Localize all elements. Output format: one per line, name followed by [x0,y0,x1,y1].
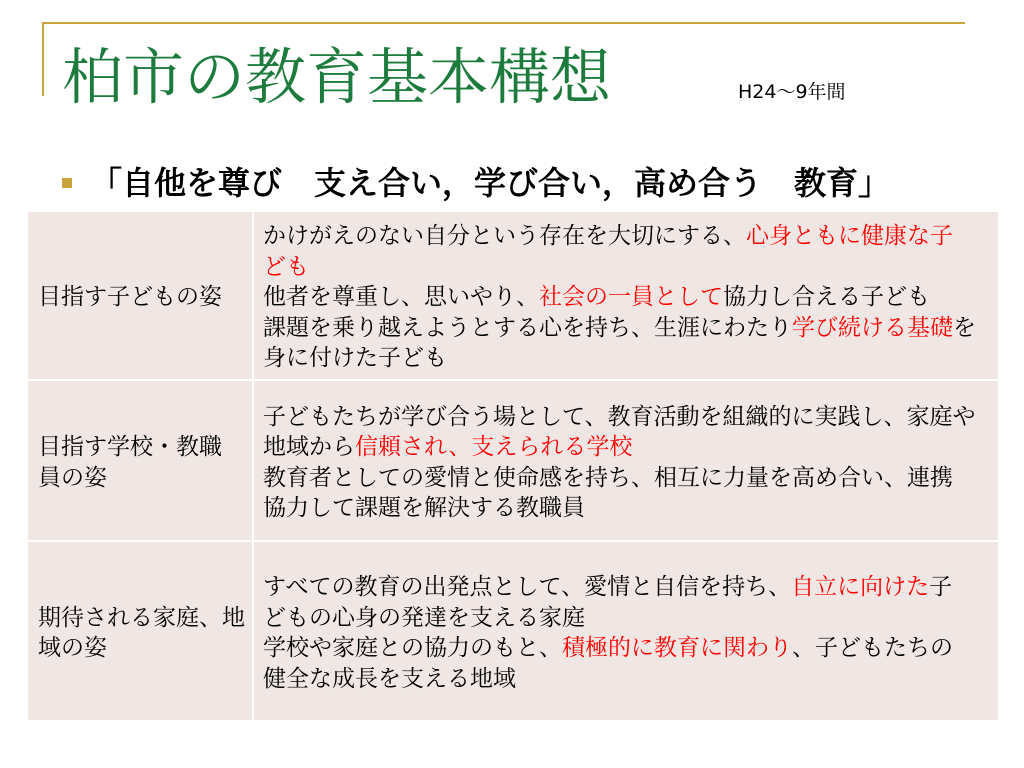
row-header-line: 目指す学校・教職 [38,434,222,460]
row-header-line: 員の姿 [38,464,107,491]
square-bullet-icon [62,178,72,188]
content-line [263,633,998,664]
content-line [263,402,998,433]
content-text: 、子どもたちの [792,635,953,661]
content-text: 教育者としての愛情と使命感を持ち、相互に力量を高め合い、連携 [263,464,953,491]
content-text: 協力し合える子ども [723,284,930,311]
content-text: すべての教育の出発点として、愛情と自信を持ち、 [263,574,792,600]
row-content-cell [254,212,998,379]
content-text: 地域から [263,434,355,460]
content-text: 課題を乗り越えようとする心を持ち、生涯にわたり [263,314,792,341]
motto-text: 「自他を尊び 支え合い，学び合い，高め合う 教育」 [90,164,891,202]
content-text: 子 [929,574,953,600]
content-line [263,664,998,695]
content-text: を [953,314,976,341]
content-text: 身に付けた子ども [263,345,447,372]
content-line [263,252,998,283]
top-rule [42,22,965,24]
highlighted-text: 積極的に教育に関わり [562,635,792,661]
content-line [263,463,998,494]
page-title: 柏市の教育基本構想 [62,42,612,113]
content-text: 他者を尊重し、思いやり、 [263,284,539,311]
row-header-line: 目指す子どもの姿 [38,284,222,311]
content-line [263,603,998,634]
content-line [263,343,998,374]
row-content-cell [254,381,998,540]
vision-table [28,212,998,720]
period-label: H24～9年間 [738,81,846,103]
content-line [263,432,998,463]
content-text: 子どもたちが学び合う場として、教育活動を組織的に実践し、家庭や [263,403,976,430]
row-header-cell [28,212,252,379]
row-header-cell [28,381,252,540]
content-line [263,572,998,603]
content-text: かけがえのない自分という存在を大切にする、 [263,223,746,250]
content-line [263,221,998,252]
row-header-line: 域の姿 [38,635,107,661]
highlighted-text: 自立に向けた [791,574,930,600]
content-line [263,493,998,524]
highlighted-text: 社会の一員として [539,284,723,311]
left-rule [42,22,44,96]
highlighted-text: 心身ともに健康な子 [746,223,953,250]
highlighted-text: 学び続ける基礎 [792,314,953,341]
content-line [263,313,998,344]
content-text: 協力して課題を解決する教職員 [263,495,585,521]
content-line [263,282,998,313]
row-content-cell [254,542,998,720]
highlighted-text: 信頼され、支えられる学校 [355,434,633,460]
content-text: どもの心身の発達を支える家庭 [263,604,585,631]
content-text: 学校や家庭との協力のもと、 [263,635,562,661]
row-header-cell [28,542,252,720]
row-header-line: 期待される家庭、地 [38,604,245,631]
content-text: 健全な成長を支える地域 [263,665,516,692]
highlighted-text: ども [263,253,309,280]
